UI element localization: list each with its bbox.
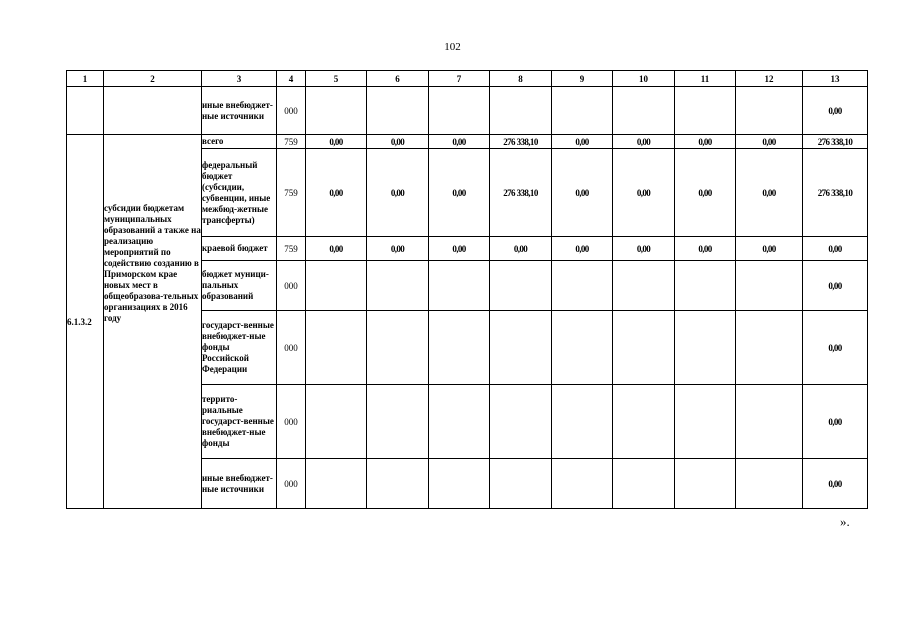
value-cell: 0,00 bbox=[552, 237, 613, 261]
value-cell: 0,00 bbox=[736, 149, 803, 237]
code-cell: 000 bbox=[277, 87, 306, 135]
value-cell: 0,00 bbox=[613, 237, 675, 261]
item-description-cell bbox=[104, 135, 202, 509]
value-cell: 276 338,10 bbox=[803, 149, 868, 237]
header-cell: 6 bbox=[367, 71, 429, 87]
value-cell bbox=[306, 385, 367, 459]
value-cell bbox=[429, 385, 490, 459]
value-cell bbox=[613, 261, 675, 311]
funding-source: иные внебюджет-ные источники bbox=[202, 87, 277, 135]
value-cell: 0,00 bbox=[552, 149, 613, 237]
value-cell bbox=[552, 385, 613, 459]
value-cell bbox=[736, 87, 803, 135]
funding-source: государст-венные внебюджет-ные фонды Российской Федерации bbox=[202, 311, 277, 385]
value-cell: 0,00 bbox=[675, 149, 736, 237]
code-cell: 759 bbox=[277, 135, 306, 149]
value-cell bbox=[306, 311, 367, 385]
value-cell bbox=[490, 459, 552, 509]
value-cell bbox=[367, 311, 429, 385]
code-cell: 000 bbox=[277, 261, 306, 311]
value-cell: 0,00 bbox=[306, 237, 367, 261]
header-cell: 4 bbox=[277, 71, 306, 87]
value-cell: 0,00 bbox=[306, 149, 367, 237]
table-row-total bbox=[67, 135, 868, 149]
value-cell: 0,00 bbox=[803, 311, 868, 385]
value-cell: 0,00 bbox=[429, 135, 490, 149]
code-cell: 759 bbox=[277, 237, 306, 261]
value-cell bbox=[613, 87, 675, 135]
budget-table bbox=[66, 70, 868, 509]
page-number: 102 bbox=[444, 41, 461, 53]
value-cell bbox=[306, 459, 367, 509]
value-cell: 0,00 bbox=[675, 135, 736, 149]
carry-over-row bbox=[67, 87, 868, 135]
header-cell: 7 bbox=[429, 71, 490, 87]
value-cell: 0,00 bbox=[803, 385, 868, 459]
value-cell bbox=[736, 459, 803, 509]
value-cell: 0,00 bbox=[803, 459, 868, 509]
value-cell bbox=[429, 311, 490, 385]
value-cell bbox=[367, 87, 429, 135]
closing-quote-mark: ». bbox=[840, 514, 850, 529]
funding-source: иные внебюджет-ные источники bbox=[202, 459, 277, 509]
value-cell bbox=[306, 261, 367, 311]
header-cell: 12 bbox=[736, 71, 803, 87]
empty-cell bbox=[104, 87, 202, 135]
empty-cell bbox=[67, 87, 104, 135]
value-cell bbox=[552, 459, 613, 509]
value-cell bbox=[552, 311, 613, 385]
value-cell: 0,00 bbox=[367, 149, 429, 237]
value-cell bbox=[306, 87, 367, 135]
value-cell: 0,00 bbox=[613, 149, 675, 237]
value-cell bbox=[490, 87, 552, 135]
funding-source: федеральный бюджет (субсидии, субвенции, иные межбюд-жетные трансферты) bbox=[202, 149, 277, 237]
value-cell bbox=[490, 311, 552, 385]
header-cell: 2 bbox=[104, 71, 202, 87]
value-cell: 0,00 bbox=[613, 135, 675, 149]
header-cell: 11 bbox=[675, 71, 736, 87]
value-cell bbox=[552, 261, 613, 311]
value-cell bbox=[367, 261, 429, 311]
value-cell bbox=[367, 385, 429, 459]
value-cell: 0,00 bbox=[803, 87, 868, 135]
funding-source: краевой бюджет bbox=[202, 237, 277, 261]
item-description: субсидии бюджетам муниципальных образований а также на реализацию мероприятий по содействию созданию в Приморском крае новых мест в общеобразова-тельных организациях в 2016 году bbox=[104, 203, 201, 323]
code-cell: 000 bbox=[277, 385, 306, 459]
value-cell bbox=[675, 459, 736, 509]
value-cell bbox=[675, 87, 736, 135]
value-cell: 0,00 bbox=[306, 135, 367, 149]
value-cell: 0,00 bbox=[367, 135, 429, 149]
funding-source: всего bbox=[202, 135, 277, 149]
value-cell: 0,00 bbox=[675, 237, 736, 261]
value-cell bbox=[613, 311, 675, 385]
value-cell bbox=[429, 261, 490, 311]
header-cell: 3 bbox=[202, 71, 277, 87]
value-cell: 276 338,10 bbox=[803, 135, 868, 149]
value-cell bbox=[429, 87, 490, 135]
funding-source: бюджет муници-пальных образований bbox=[202, 261, 277, 311]
code-cell: 000 bbox=[277, 459, 306, 509]
value-cell bbox=[675, 261, 736, 311]
value-cell bbox=[490, 261, 552, 311]
value-cell: 0,00 bbox=[429, 237, 490, 261]
value-cell bbox=[367, 459, 429, 509]
header-cell: 5 bbox=[306, 71, 367, 87]
header-cell: 10 bbox=[613, 71, 675, 87]
value-cell: 0,00 bbox=[429, 149, 490, 237]
code-cell: 000 bbox=[277, 311, 306, 385]
header-cell: 13 bbox=[803, 71, 868, 87]
header-cell: 9 bbox=[552, 71, 613, 87]
header-cell: 1 bbox=[67, 71, 104, 87]
header-cell: 8 bbox=[490, 71, 552, 87]
value-cell bbox=[736, 385, 803, 459]
value-cell bbox=[429, 459, 490, 509]
value-cell bbox=[552, 87, 613, 135]
value-cell bbox=[736, 261, 803, 311]
value-cell: 0,00 bbox=[552, 135, 613, 149]
funding-source: террито-риальные государст-венные внебюджет-ные фонды bbox=[202, 385, 277, 459]
value-cell: 0,00 bbox=[736, 135, 803, 149]
value-cell: 0,00 bbox=[803, 261, 868, 311]
header-row bbox=[67, 71, 868, 87]
value-cell bbox=[675, 385, 736, 459]
code-cell: 759 bbox=[277, 149, 306, 237]
value-cell bbox=[736, 311, 803, 385]
value-cell bbox=[675, 311, 736, 385]
value-cell: 276 338,10 bbox=[490, 149, 552, 237]
value-cell: 0,00 bbox=[803, 237, 868, 261]
value-cell: 0,00 bbox=[736, 237, 803, 261]
value-cell bbox=[490, 385, 552, 459]
value-cell: 276 338,10 bbox=[490, 135, 552, 149]
value-cell bbox=[613, 459, 675, 509]
value-cell: 0,00 bbox=[367, 237, 429, 261]
item-number: 6.1.3.2 bbox=[67, 135, 104, 509]
value-cell bbox=[613, 385, 675, 459]
value-cell: 0,00 bbox=[490, 237, 552, 261]
